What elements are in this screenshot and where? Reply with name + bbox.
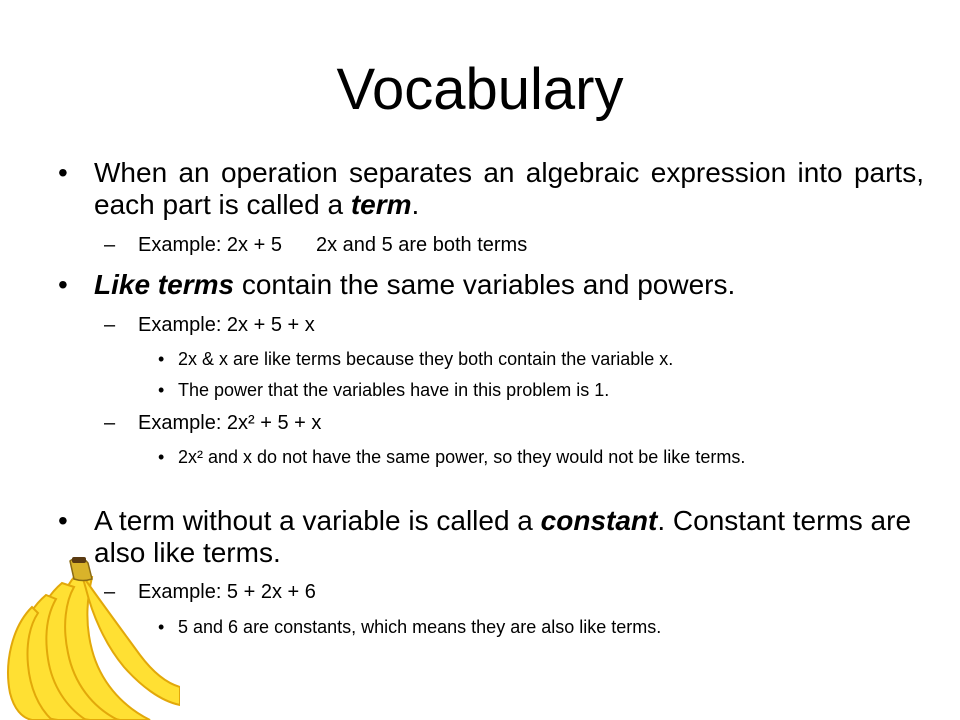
bullet-text-end: . Constant terms are also like terms.	[94, 505, 912, 568]
bullet-text: contain the same variables and powers.	[234, 269, 736, 300]
example-label: Example: 2x² + 5 + x	[138, 412, 322, 434]
note-text: The power that the variables have in this problem is 1.	[178, 380, 610, 400]
bullet-text: When an operation separates an algebraic expression into parts, each part is called a	[94, 157, 924, 220]
example-like-terms-2-note-1	[158, 446, 878, 468]
bullet-marker: •	[58, 269, 68, 300]
bullet-marker: •	[158, 380, 165, 400]
keyword-term: term	[350, 189, 412, 220]
example-constant	[104, 580, 918, 604]
bullet-marker: •	[58, 157, 68, 188]
example-constant-note-1	[158, 616, 878, 638]
dash-marker: –	[104, 234, 116, 256]
example-term	[104, 233, 918, 257]
example-like-terms-2	[104, 411, 918, 435]
example-like-terms-1	[104, 313, 918, 337]
example-like-terms-1-note-2	[158, 379, 878, 401]
keyword-like-terms: Like terms	[94, 269, 235, 300]
bullet-constant	[58, 505, 924, 569]
bullet-marker: •	[158, 617, 165, 637]
keyword-constant: constant	[540, 505, 658, 536]
example-like-terms-1-note-1	[158, 348, 878, 370]
note-text: 2x & x are like terms because they both contain the variable x.	[178, 349, 674, 369]
example-label: Example: 2x + 5 + x	[138, 314, 315, 336]
dash-marker: –	[104, 412, 116, 434]
bullet-marker: •	[158, 349, 165, 369]
example-note: 2x and 5 are both terms	[315, 234, 528, 256]
bullet-marker: •	[58, 505, 68, 536]
bullet-marker: •	[158, 447, 165, 467]
bullet-term-definition	[58, 157, 924, 221]
note-text: 2x² and x do not have the same power, so they would not be like terms.	[178, 447, 746, 467]
banana-stem-tip-icon	[72, 557, 86, 563]
dash-marker: –	[104, 581, 116, 603]
dash-marker: –	[104, 314, 116, 336]
banana-bunch-image	[0, 555, 180, 720]
slide-title: Vocabulary	[336, 57, 624, 122]
example-label: Example: 2x + 5	[138, 234, 282, 256]
note-text: 5 and 6 are constants, which means they are also like terms.	[178, 617, 662, 637]
example-label: Example: 5 + 2x + 6	[138, 581, 316, 603]
bullet-text: A term without a variable is called a	[94, 505, 541, 536]
bullet-text-end: .	[411, 189, 420, 220]
bullet-like-terms	[58, 269, 924, 301]
